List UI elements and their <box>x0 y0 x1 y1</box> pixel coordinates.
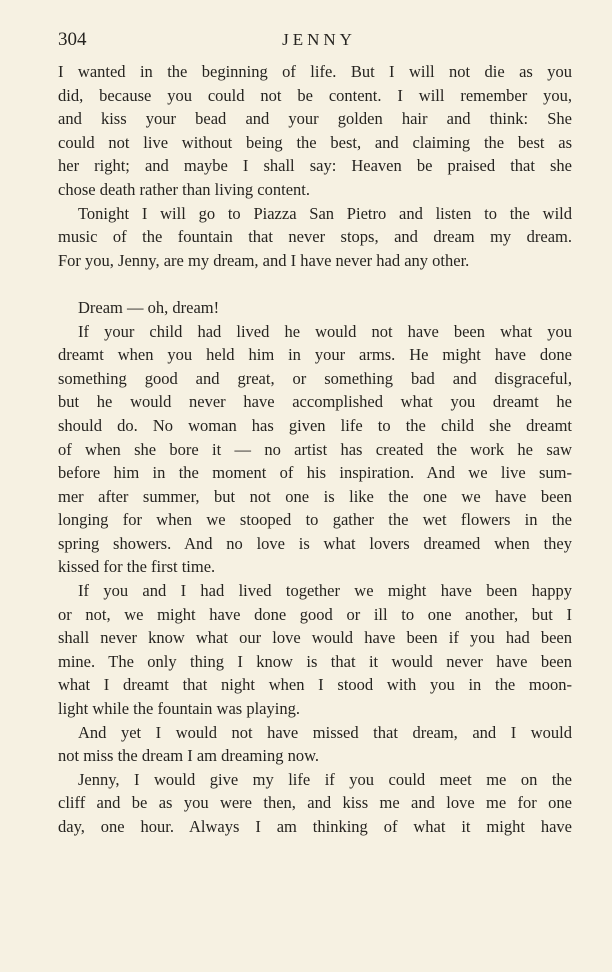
text-line: shall never know what our love would have been if you had been <box>58 628 572 648</box>
text-line: cliff and be as you were then, and kiss me and love me for one <box>58 793 572 813</box>
text-line: If your child had lived he would not have been what you <box>78 321 572 341</box>
paragraph <box>58 60 572 202</box>
text-line: what I dreamt that night when I stood with you in the moon- <box>58 675 572 695</box>
text-line: but he would never have accomplished what you dreamt he <box>58 392 572 412</box>
paragraph-gap <box>58 272 572 296</box>
text-line: should do. No woman has given life to the child she dreamt <box>58 415 572 435</box>
paragraph <box>58 768 572 839</box>
text-line: or not, we might have done good or ill to one another, but I <box>58 604 572 624</box>
text-line: For you, Jenny, are my dream, and I have never had any other. <box>58 250 470 270</box>
body-text <box>58 60 572 839</box>
text-line: kissed for the first time. <box>58 557 216 577</box>
text-line: I wanted in the beginning of life. But I will not die as you <box>58 62 572 81</box>
text-line: did, because you could not be content. I will remember you, <box>58 85 572 105</box>
paragraph <box>58 721 572 768</box>
text-line: music of the fountain that never stops, and dream my dream. <box>58 227 572 247</box>
text-line: and kiss your bead and your golden hair and think: She <box>58 109 572 129</box>
text-line: mine. The only thing I know is that it would never have been <box>58 651 572 671</box>
text-line: something good and great, or something bad and disgraceful, <box>58 368 572 388</box>
text-line: her right; and maybe I shall say: Heaven be praised that she <box>58 156 572 176</box>
running-head: JENNY <box>282 30 356 49</box>
text-line: longing for when we stooped to gather the wet flowers in the <box>58 510 572 530</box>
paragraph <box>58 202 572 273</box>
page-header <box>58 28 572 52</box>
paragraph <box>58 320 572 580</box>
text-line: before him in the moment of his inspiration. And we live sum- <box>58 463 572 483</box>
text-line: And yet I would not have missed that dream, and I would <box>78 722 572 742</box>
paragraph <box>58 296 572 320</box>
text-line: not miss the dream I am dreaming now. <box>58 746 320 766</box>
text-line: If you and I had lived together we might have been happy <box>78 581 572 601</box>
text-line: Jenny, I would give my life if you could meet me on the <box>78 769 572 789</box>
text-line: day, one hour. Always I am thinking of what it might have <box>58 817 572 836</box>
text-line: light while the fountain was playing. <box>58 699 300 719</box>
text-line: chose death rather than living content. <box>58 179 310 199</box>
text-line: mer after summer, but not one is like the one we have been <box>58 486 572 506</box>
page-number: 304 <box>58 29 87 50</box>
text-line: dreamt when you held him in your arms. He might have done <box>58 345 572 365</box>
paragraph <box>58 579 572 721</box>
text-line: spring showers. And no love is what lovers dreamed when they <box>58 533 572 553</box>
text-line: of when she bore it — no artist has created the work he saw <box>58 439 572 459</box>
text-line: could not live without being the best, and claiming the best as <box>58 132 572 152</box>
text-line: Dream — oh, dream! <box>78 297 220 317</box>
text-line: Tonight I will go to Piazza San Pietro and listen to the wild <box>78 203 572 223</box>
